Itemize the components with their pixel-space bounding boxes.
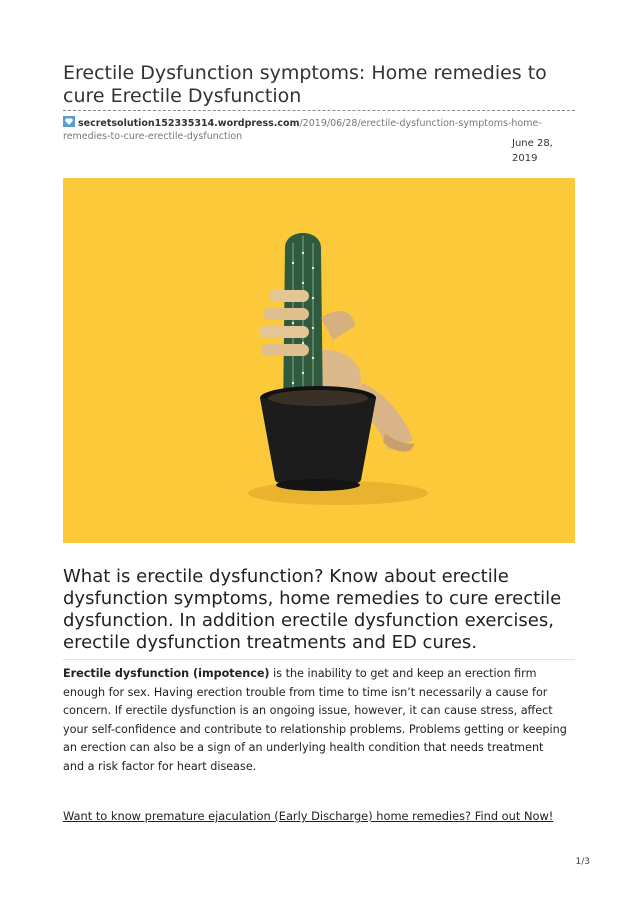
intro-paragraph	[63, 665, 568, 776]
publish-date: June 28, 2019	[512, 138, 553, 164]
page-number: 1/3	[575, 857, 590, 867]
source-domain[interactable]: secretsolution152335314.wordpress.com	[78, 118, 300, 129]
premature-ejaculation-link[interactable]: Want to know premature ejaculation (Early Discharge) home remedies? Find out Now!	[63, 809, 554, 823]
heart-icon	[63, 116, 75, 127]
source-path[interactable]: /2019/06/28/erectile-dysfunction-symptoms-home-remedies-to-cure-erectile-dysfunction	[63, 118, 542, 142]
heading-divider	[63, 659, 575, 660]
title-divider	[63, 110, 575, 111]
intro-text: is the inability to get and keep an erection firm enough for sex. Having erection trouble from time to time isn’t necessarily a cause for concern. If erectile dysfunction is an ongoing issue, however, it can cause stress, affect your self-confidence and contribute to relationship problems. Problems getting or keeping an erection can also be a sign of an underlying health condition that needs treatment and a risk factor for heart disease.	[63, 667, 567, 773]
hero-image	[63, 178, 575, 543]
source-line	[63, 116, 575, 143]
article-title: Erectile Dysfunction symptoms: Home remedies to cure Erectile Dysfunction	[63, 62, 547, 107]
intro-bold-term: Erectile dysfunction (impotence)	[63, 667, 270, 680]
section-heading: What is erectile dysfunction? Know about erectile dysfunction symptoms, home remedies to cure erectile dysfunction. In addition erectile dysfunction exercises, erectile dysfunction treatments and ED cures.	[63, 566, 562, 653]
